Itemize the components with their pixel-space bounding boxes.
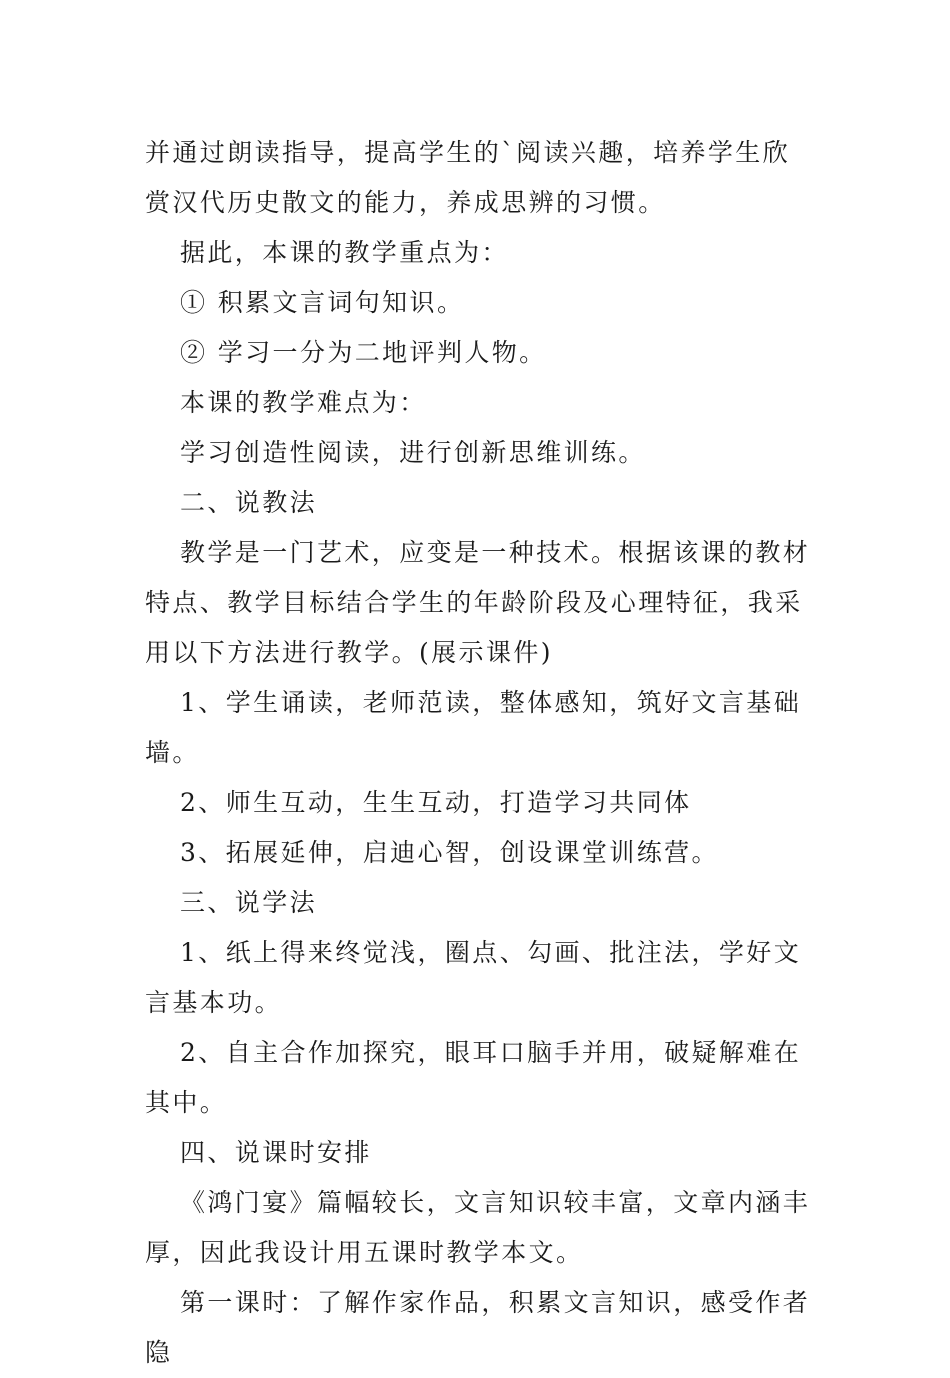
section-heading: 二、说教法 <box>180 488 318 517</box>
list-item: 2、师生互动，生生互动，打造学习共同体 <box>180 788 692 817</box>
paragraph: 《鸿门宴》篇幅较长，文言知识较丰富，文章内涵丰厚，因此我设计用五课时教学本文。 <box>145 1188 811 1267</box>
paragraph: 教学是一门艺术，应变是一种技术。根据该课的教材特点、教学目标结合学生的年龄阶段及心理特征，我采用以下方法进行教学。(展示课件) <box>145 538 811 667</box>
list-item: 1、学生诵读，老师范读，整体感知，筑好文言基础墙。 <box>145 688 802 767</box>
list-item: 2、自主合作加探究，眼耳口脑手并用，破疑解难在其中。 <box>145 1038 802 1117</box>
paragraph: 第一课时：了解作家作品，积累文言知识，感受作者隐 <box>145 1288 811 1367</box>
paragraph: ① 积累文言词句知识。 <box>180 288 465 317</box>
paragraph: 学习创造性阅读，进行创新思维训练。 <box>180 438 646 467</box>
paragraph: 并通过朗读指导，提高学生的`阅读兴趣，培养学生欣赏汉代历史散文的能力，养成思辨的习惯。 <box>145 138 791 217</box>
list-item: 3、拓展延伸，启迪心智，创设课堂训练营。 <box>180 838 719 867</box>
section-heading: 三、说学法 <box>180 888 318 917</box>
document-body <box>145 128 813 1378</box>
paragraph: 据此，本课的教学重点为： <box>180 238 509 267</box>
list-item: 1、纸上得来终觉浅，圈点、勾画、批注法，学好文言基本功。 <box>145 938 802 1017</box>
section-heading: 四、说课时安排 <box>180 1138 372 1167</box>
paragraph: ② 学习一分为二地评判人物。 <box>180 338 547 367</box>
paragraph: 本课的教学难点为： <box>180 388 427 417</box>
